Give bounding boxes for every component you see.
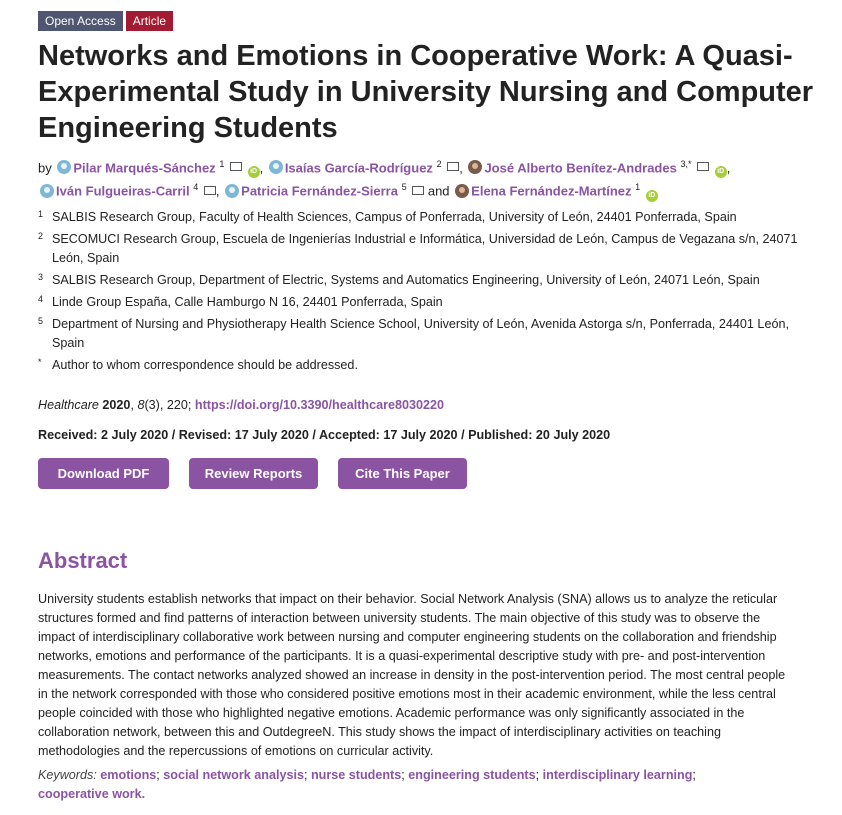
affiliation-item (38, 315, 808, 353)
author-link[interactable]: Pilar Marqués-Sánchez (73, 160, 216, 176)
keyword-link[interactable]: interdisciplinary learning (542, 768, 693, 782)
author-link[interactable]: Elena Fernández-Martínez (471, 183, 632, 199)
keyword-link[interactable]: social network analysis (163, 768, 304, 782)
affiliation-list (38, 208, 808, 378)
publication-dates: Received: 2 July 2020 / Revised: 17 July 2020 / Accepted: 17 July 2020 / Published: 20 July 2020 (38, 428, 611, 442)
and-label: and (427, 183, 450, 199)
keyword-link[interactable]: cooperative work (38, 787, 142, 801)
affiliation-sup: 3,* (680, 159, 692, 169)
affiliation-text: Linde Group España, Calle Hamburgo N 16, 24401 Ponferrada, Spain (52, 295, 443, 309)
orcid-icon[interactable]: iD (646, 190, 658, 202)
affiliation-sup: 4 (193, 182, 199, 193)
journal-name: Healthcare (38, 398, 99, 412)
by-label: by (38, 160, 52, 176)
download-pdf-button[interactable]: Download PDF (38, 458, 169, 489)
email-icon[interactable] (230, 162, 242, 171)
affiliation-sup: 5 (401, 182, 407, 193)
affiliation-sup: 2 (436, 159, 442, 169)
affiliation-number: 4 (38, 294, 44, 304)
email-icon[interactable] (697, 162, 709, 171)
affiliation-text: Author to whom correspondence should be addressed. (52, 358, 358, 372)
review-reports-button[interactable]: Review Reports (189, 458, 318, 489)
badge-group (38, 11, 173, 31)
keyword-link[interactable]: nurse students (310, 768, 402, 782)
affiliation-text: Department of Nursing and Physiotherapy Health Science School, University of León, Avenida Astorga s/n, Ponferrada, 24401 León, Spain (52, 317, 789, 350)
doi-link[interactable]: https://doi.org/10.3390/healthcare8030220 (194, 398, 445, 412)
affiliation-item (38, 230, 808, 268)
citation-line: Healthcare 2020, 8(3), 220; https://doi.org/10.3390/healthcare8030220 (38, 398, 445, 412)
affiliation-sup: 1 (219, 159, 225, 169)
citation-volume: 8 (137, 398, 145, 412)
affiliation-number: 5 (38, 316, 44, 326)
affiliation-text: SALBIS Research Group, Department of Electric, Systems and Automatics Engineering, University of León, 24071 León, Spain (52, 273, 760, 287)
orcid-icon[interactable]: iD (248, 166, 260, 178)
avatar-icon (225, 184, 239, 198)
action-buttons (38, 458, 467, 489)
keywords: Keywords: emotions; social network analysis; nurse students; engineering students; interdisciplinary learning; cooperative work. (38, 768, 696, 801)
citation-page: , 220; (159, 398, 195, 412)
orcid-icon[interactable]: iD (715, 166, 727, 178)
avatar-photo (455, 184, 469, 198)
keyword-link[interactable]: engineering students (408, 768, 536, 782)
author-link[interactable]: Isaías García-Rodríguez (284, 160, 433, 176)
author-link[interactable]: Patricia Fernández-Sierra (241, 183, 398, 199)
affiliation-item (38, 356, 808, 375)
keywords-end-period: . (141, 787, 146, 801)
affiliation-text: SECOMUCI Research Group, Escuela de Ingenierías Industrial e Informática, Universidad de León, Campus de Vegazana s/n, 24071 León, Spain (52, 232, 798, 265)
open-access-badge[interactable]: Open Access (38, 11, 123, 31)
cite-paper-button[interactable]: Cite This Paper (338, 458, 467, 489)
author-list: by Pilar Marqués-Sánchez $^1$ iD , Isaías García-Rodríguez $^2$ , José Alberto Benítez-Andrades $^{3,*}$ iD , Iván Fulgueiras-Carril $^4$ , Patricia Fernández-Sierra $^5$ and Elena Fernández-Martínez $^1$ iD (38, 155, 808, 202)
affiliation-sup: 1 (635, 182, 641, 193)
avatar-icon (57, 160, 71, 174)
affiliation-number: 3 (38, 272, 44, 282)
affiliation-number: 2 (38, 231, 44, 241)
affiliation-item (38, 208, 808, 227)
author-link[interactable]: José Alberto Benítez-Andrades (484, 160, 677, 176)
email-icon[interactable] (447, 162, 459, 171)
email-icon[interactable] (412, 186, 424, 195)
email-icon[interactable] (204, 186, 216, 195)
affiliation-number: * (38, 357, 42, 367)
citation-year: 2020 (102, 398, 131, 412)
abstract-heading: Abstract (38, 548, 128, 573)
keyword-link[interactable]: emotions (100, 768, 157, 782)
affiliation-item (38, 271, 808, 290)
author-link[interactable]: Iván Fulgueiras-Carril (56, 183, 190, 199)
abstract-text: University students establish networks that impact on their behavior. Social Network Analysis (SNA) allows us to analyze the reticular structures formed and find patterns of interaction between university students. The main objective of this study was to observe the impact of interdisciplinary collaborative work between nursing and computer engineering students on the collaboration and friendship networks, emotions and performance of the participants. It is a quasi-experimental descriptive study with pre- and post-intervention measurements. The contact networks analyzed showed an increase in density in the post-intervention period. The most central people in the network corresponded with those who considered positive emotions most in their academic environment, while the less central people coincided with those who highlighted negative emotions. Academic performance was only significantly associated in the collaboration network, between this and OutdegreeN. This study shows the impact of interdisciplinary activities on teaching methodologies and the repercussions of emotions on curricular activity. (38, 592, 786, 758)
keywords-label: Keywords: (38, 768, 97, 782)
affiliation-item (38, 293, 808, 312)
article-title: Networks and Emotions in Cooperative Work: A Quasi-Experimental Study in University Nursing and Computer Engineering Students (38, 40, 814, 144)
affiliation-text: SALBIS Research Group, Faculty of Health Sciences, Campus of Ponferrada, University of León, 24401 Ponferrada, Spain (52, 210, 737, 224)
article-type-badge: Article (126, 11, 173, 31)
avatar-icon (269, 160, 283, 174)
avatar-icon (40, 184, 54, 198)
avatar-photo (468, 160, 482, 174)
citation-issue: (3) (144, 398, 160, 412)
affiliation-number: 1 (38, 209, 44, 219)
